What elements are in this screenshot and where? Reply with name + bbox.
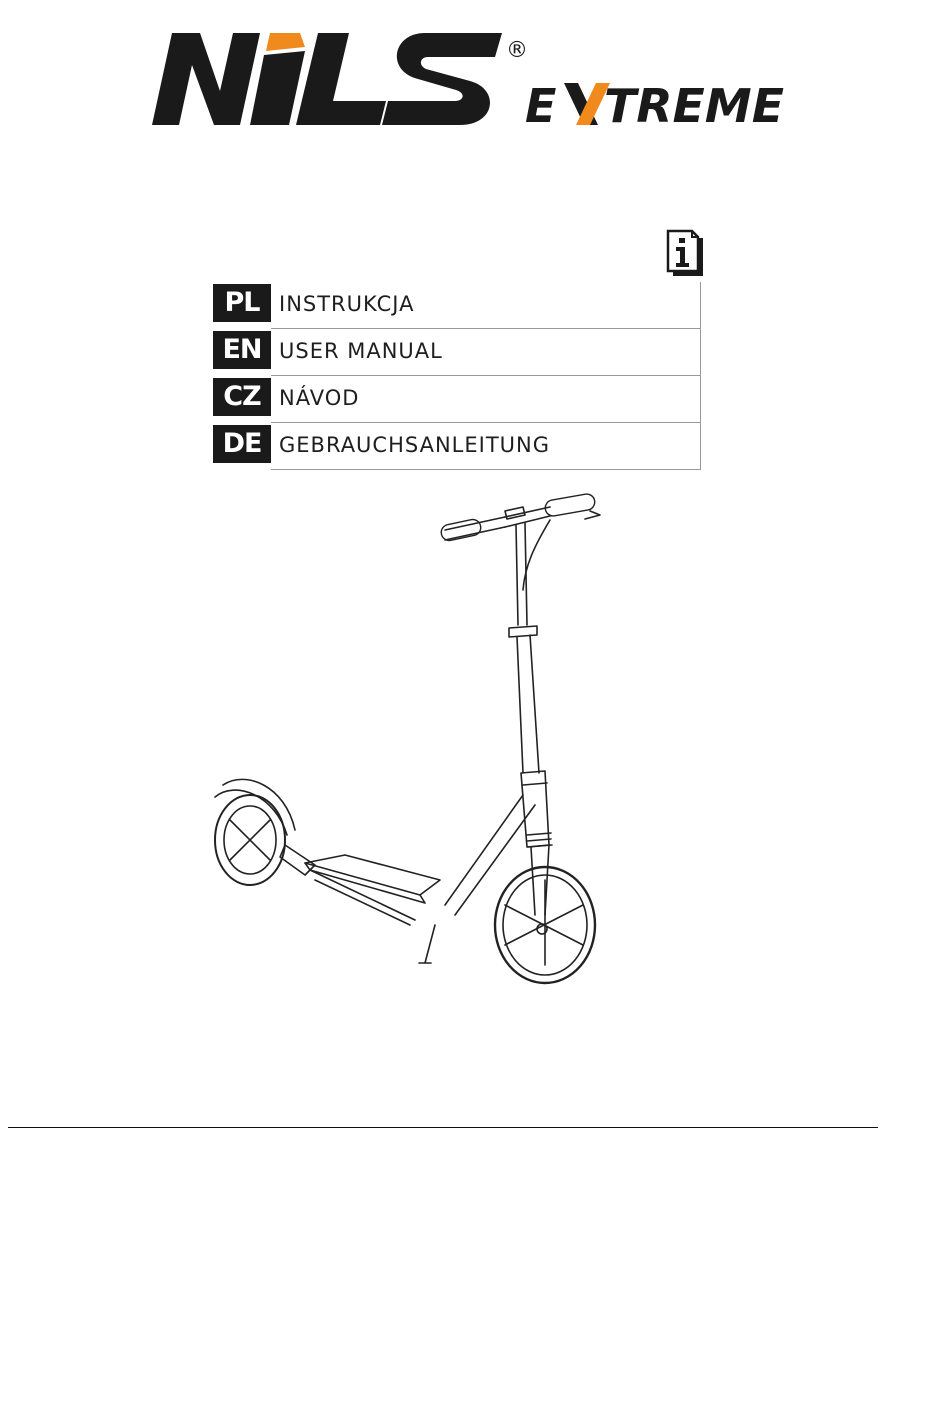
language-title: GEBRAUCHSANLEITUNG	[279, 433, 551, 457]
rear-wheel	[215, 779, 315, 885]
nils-extreme-logo	[150, 25, 790, 135]
steering-stem	[509, 523, 552, 847]
handlebar	[440, 493, 600, 542]
kick-scooter-illustration	[205, 485, 615, 985]
logo-registered-mark: ®	[506, 38, 528, 63]
logo-letter-i	[250, 51, 305, 125]
frame-down-tube	[445, 795, 535, 915]
logo-letter-n	[152, 33, 260, 125]
logo-letter-l	[296, 33, 386, 125]
logo-letter-s	[382, 33, 502, 125]
language-code-badge: DE	[213, 425, 271, 463]
logo-extreme-treme: TREME	[604, 79, 784, 133]
language-title: INSTRUKCJA	[279, 292, 415, 316]
logo-orange-accent	[266, 33, 305, 51]
language-row-pl	[213, 282, 701, 329]
language-title: NÁVOD	[279, 386, 360, 410]
front-wheel	[495, 867, 595, 983]
language-row-cz	[213, 376, 701, 423]
row-divider	[271, 469, 701, 470]
deck	[305, 855, 440, 925]
information-document-icon	[666, 229, 704, 277]
kickstand	[419, 925, 435, 963]
logo-extreme-e: E	[525, 79, 557, 133]
front-fork	[531, 845, 549, 915]
language-title: USER MANUAL	[279, 339, 443, 363]
language-row-de	[213, 423, 701, 470]
language-code-badge: CZ	[213, 378, 271, 416]
language-code-badge: EN	[213, 331, 271, 369]
brake-cable	[523, 520, 550, 590]
manual-language-list	[213, 282, 701, 470]
page-divider-line	[8, 1127, 878, 1128]
language-code-badge: PL	[213, 284, 271, 322]
language-row-en	[213, 329, 701, 376]
